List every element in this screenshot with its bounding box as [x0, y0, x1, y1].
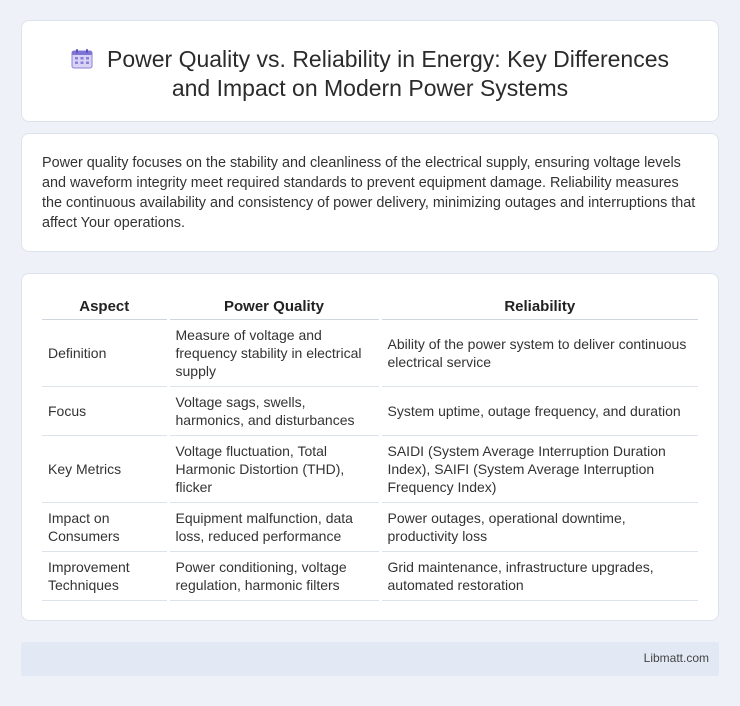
table-row — [42, 387, 698, 436]
row-reliability: Grid maintenance, infrastructure upgrades, automated restoration — [380, 552, 698, 601]
table-card — [21, 273, 719, 621]
row-reliability: System uptime, outage frequency, and duration — [380, 387, 698, 436]
calendar-icon — [71, 49, 93, 69]
row-power-quality: Measure of voltage and frequency stability in electrical supply — [168, 320, 380, 387]
intro-paragraph: Power quality focuses on the stability and cleanliness of the electrical supply, ensuring voltage levels and waveform integrity meet required standards to prevent equipment damage. Reliability measures the continuous availability and consistency of power delivery, minimizing outages and interruptions that affect Your operations. — [42, 155, 696, 231]
footer — [21, 642, 719, 676]
row-reliability: SAIDI (System Average Interruption Duration Index), SAIFI (System Average Interruption Frequency Index) — [380, 436, 698, 503]
row-aspect: Improvement Techniques — [42, 552, 168, 601]
title-card — [21, 20, 719, 122]
header-reliability: Reliability — [380, 294, 698, 320]
header-power-quality: Power Quality — [168, 294, 380, 320]
table-row — [42, 436, 698, 503]
row-power-quality: Equipment malfunction, data loss, reduced performance — [168, 503, 380, 552]
row-reliability: Power outages, operational downtime, productivity loss — [380, 503, 698, 552]
row-power-quality: Voltage sags, swells, harmonics, and disturbances — [168, 387, 380, 436]
row-aspect: Focus — [42, 387, 168, 436]
table-header-row — [42, 294, 698, 320]
row-aspect: Impact on Consumers — [42, 503, 168, 552]
intro-card — [21, 133, 719, 252]
header-aspect: Aspect — [42, 294, 168, 320]
table-row — [42, 320, 698, 387]
row-reliability: Ability of the power system to deliver continuous electrical service — [380, 320, 698, 387]
table-row — [42, 503, 698, 552]
page-title — [22, 45, 718, 103]
row-aspect: Key Metrics — [42, 436, 168, 503]
table-row — [42, 552, 698, 601]
row-power-quality: Voltage fluctuation, Total Harmonic Distortion (THD), flicker — [168, 436, 380, 503]
row-aspect: Definition — [42, 320, 168, 387]
comparison-table — [42, 294, 698, 601]
title-text: Power Quality vs. Reliability in Energy: Key Differences and Impact on Modern Power Systems — [106, 46, 670, 101]
row-power-quality: Power conditioning, voltage regulation, harmonic filters — [168, 552, 380, 601]
footer-site-link[interactable]: Libmatt.com — [643, 651, 709, 665]
